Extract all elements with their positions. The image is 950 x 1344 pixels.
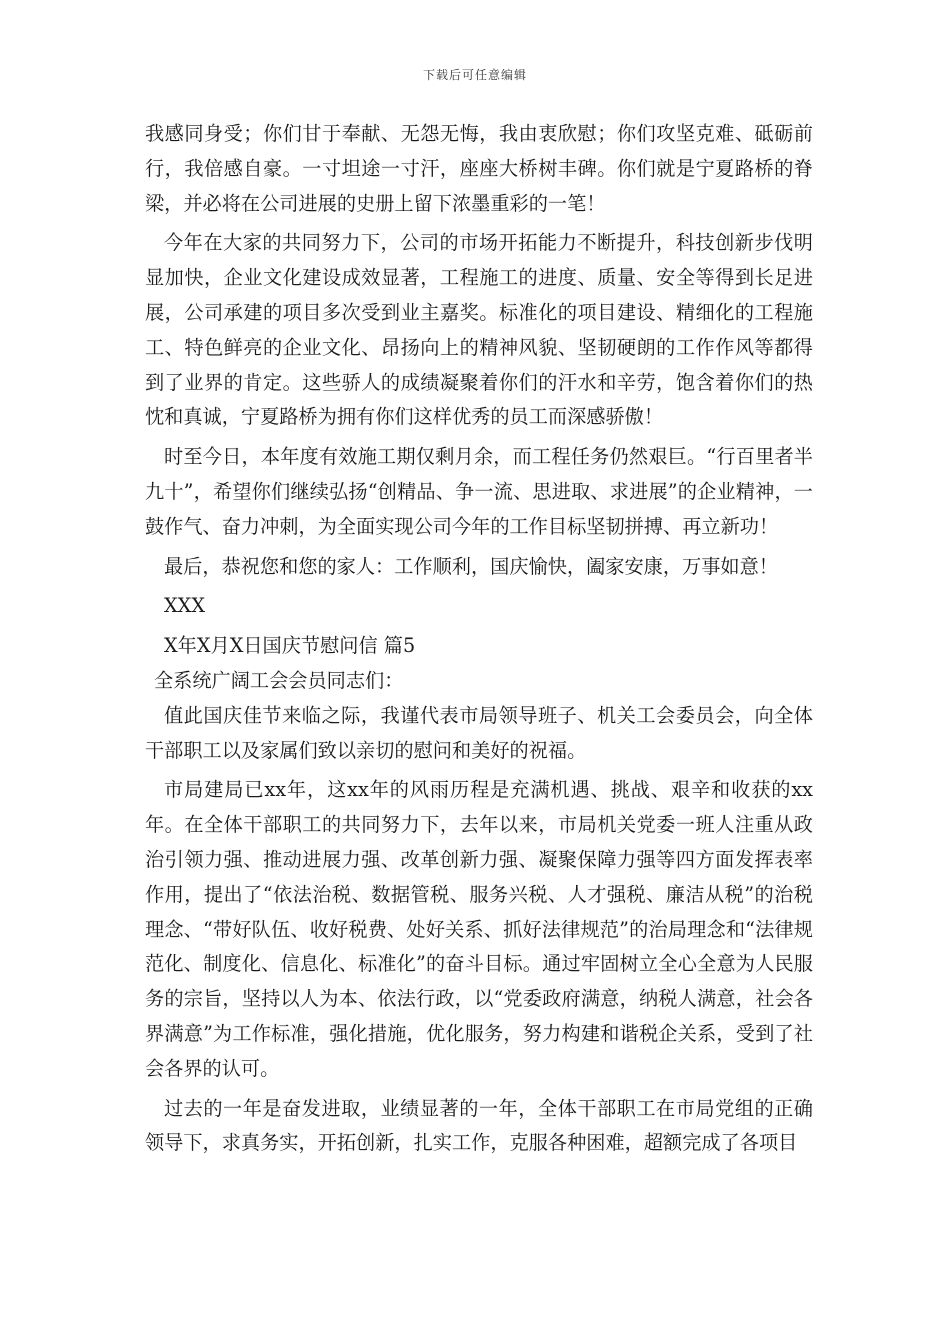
paragraph-past-year: 过去的一年是奋发进取，业绩显著的一年，全体干部职工在市局党组的正确领导下，求真务实，开拓创新，扎实工作，克服各种困难，超额完成了各项目: [145, 1096, 813, 1155]
document-body: [145, 117, 813, 1161]
paragraph-blessing: 最后，恭祝您和您的家人：工作顺利，国庆愉快，阖家安康，万事如意！: [164, 554, 778, 578]
section-title: X年X月X日国庆节慰问信 篇5: [164, 634, 416, 658]
paragraph-greeting: 值此国庆佳节来临之际，我谨代表市局领导班子、机关工会委员会，向全体干部职工以及家属们致以亲切的慰问和美好的祝福。: [145, 703, 813, 762]
paragraph-closing-praise: 我感同身受；你们甘于奉献、无怨无悔，我由衷欣慰；你们攻坚克难、砥砺前行，我倍感自豪。一寸坦途一寸汗，座座大桥树丰碑。你们就是宁夏路桥的脊梁，并必将在公司进展的史册上留下浓墨重彩的一笔！: [145, 122, 813, 215]
page-header-note: 下载后可任意编辑: [422, 68, 527, 82]
paragraph-call-to-action: 时至今日，本年度有效施工期仅剩月余，而工程任务仍然艰巨。“行百里者半九十”，希望你们继续弘扬“创精品、争一流、思进取、求进展”的企业精神，一鼓作气、奋力冲刺，为全面实现公司今年的工作目标坚韧拼搏、再立新功！: [145, 445, 813, 538]
paragraph-achievements: 今年在大家的共同努力下，公司的市场开拓能力不断提升，科技创新步伐明显加快，企业文化建设成效显著，工程施工的进度、质量、安全等得到长足进展，公司承建的项目多次受到业主嘉奖。标准化的项目建设、精细化的工程施工、特色鲜亮的企业文化、昂扬向上的精神风貌、坚韧硬朗的工作作风等都得到了业界的肯定。这些骄人的成绩凝聚着你们的汗水和辛劳，饱含着你们的热忱和真诚，宁夏路桥为拥有你们这样优秀的员工而深感骄傲！: [145, 231, 813, 429]
signature-name: XXX: [164, 594, 205, 618]
paragraph-history: 市局建局已xx年，这xx年的风雨历程是充满机遇、挑战、艰辛和收获的xx年。在全体干部职工的共同努力下，去年以来，市局机关党委一班人注重从政治引领力强、推动进展力强、改革创新力强、凝聚保障力强等四方面发挥表率作用，提出了“依法治税、数据管税、服务兴税、人才强税、廉洁从税”的治税理念、“带好队伍、收好税费、处好关系、抓好法律规范”的治局理念和“法律规范化、制度化、信息化、标准化”的奋斗目标。通过牢固树立全心全意为人民服务的宗旨，坚持以人为本、依法行政，以“党委政府满意，纳税人满意，社会各界满意”为工作标准，强化措施，优化服务，努力构建和谐税企关系，受到了社会各界的认可。: [145, 778, 813, 1080]
salutation: 全系统广阔工会会员同志们：: [154, 668, 404, 692]
